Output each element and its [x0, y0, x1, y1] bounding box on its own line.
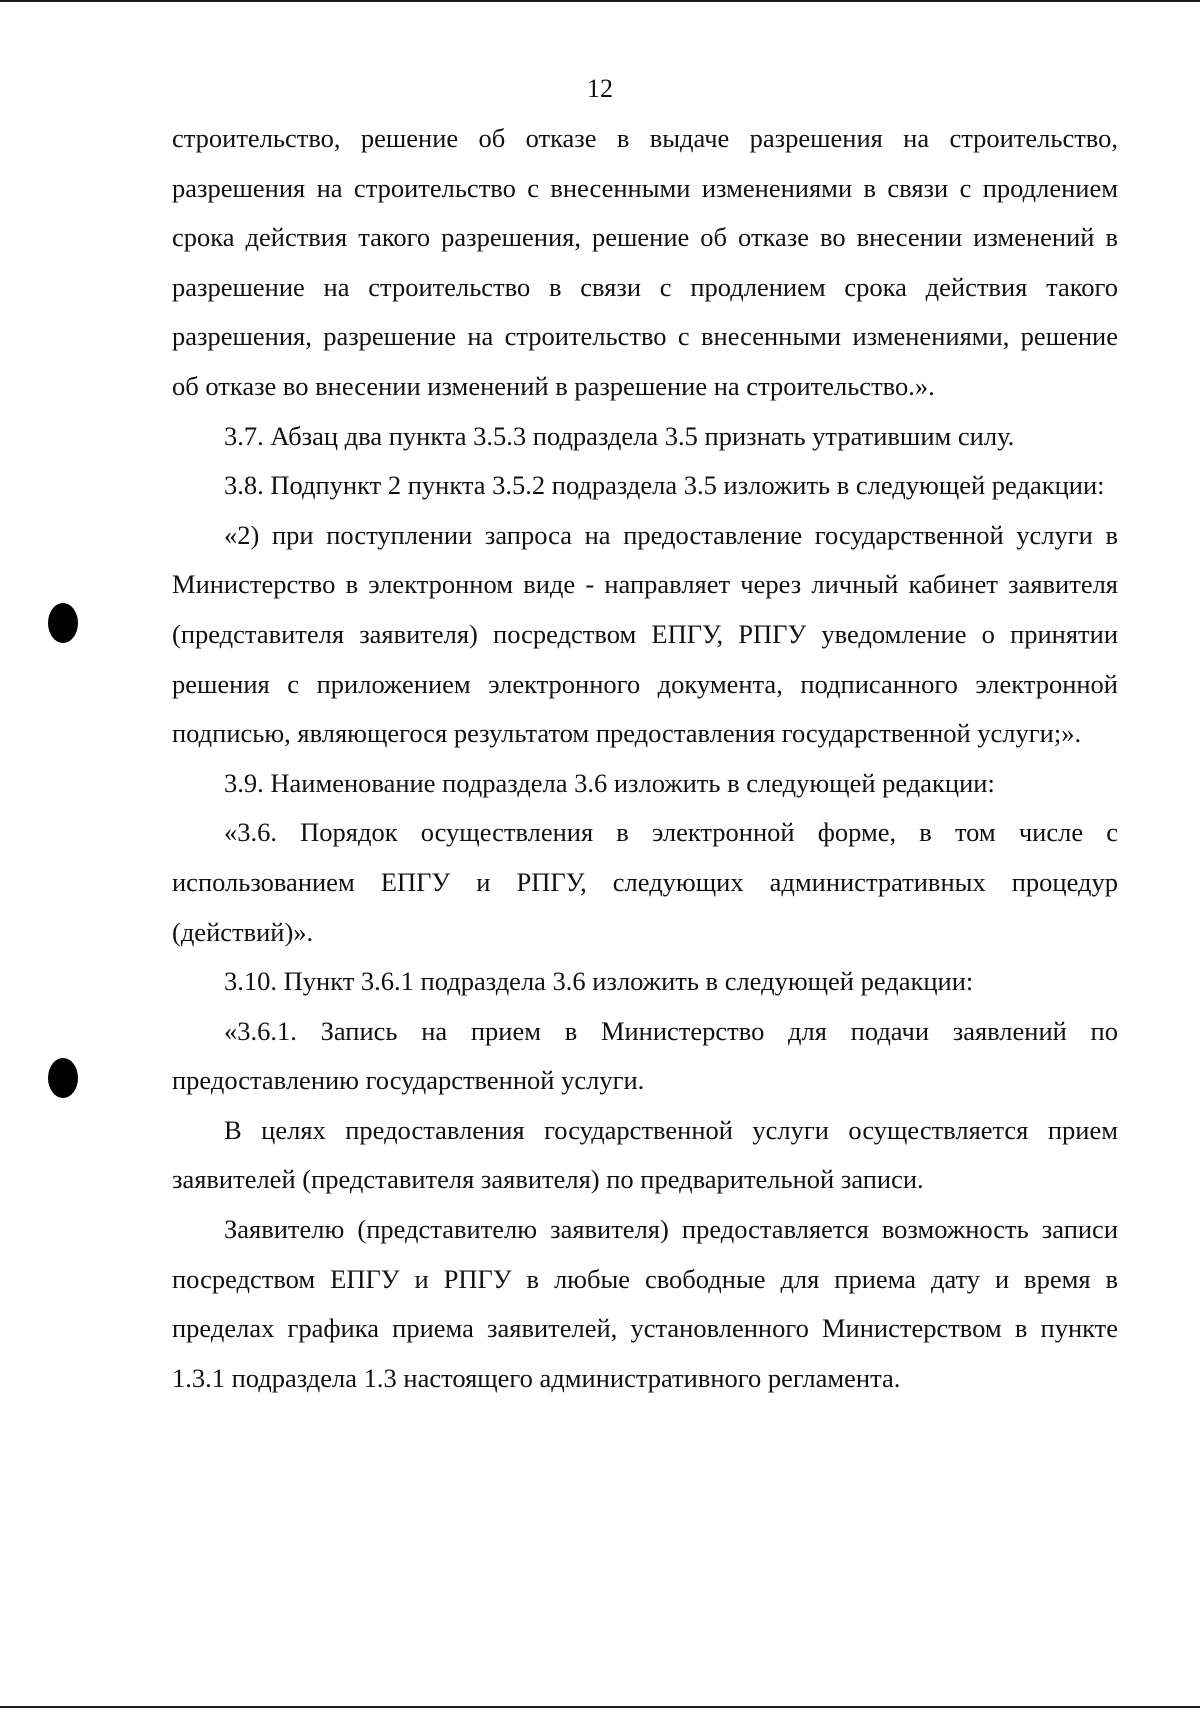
scan-bottom-edge: [0, 1706, 1200, 1708]
document-body: [172, 114, 1118, 1403]
punch-hole-lower: [48, 1058, 78, 1098]
paragraph-quoted-3-6-1: «3.6.1. Запись на прием в Министерство для подачи заявлений по предоставлению государственной услуги.: [172, 1015, 1118, 1096]
paragraph-item-3-9: 3.9. Наименование подраздела 3.6 изложить в следующей редакции:: [224, 767, 995, 798]
paragraph-continuation: строительство, решение об отказе в выдаче разрешения на строительство, разрешения на строительство с внесенными изменениями в связи с продлением срока действия такого разрешения, решение об отказе во внесении изменений в разрешение на строительство в связи с продлением срока действия такого разрешения, разрешение на строительство с внесенными изменениями, решение об отказе во внесении изменений в разрешение на строительство.».: [172, 123, 1118, 401]
paragraph-reception-purpose: В целях предоставления государственной услуги осуществляется прием заявителей (представителя заявителя) по предварительной записи.: [172, 1114, 1118, 1195]
paragraph-appointment-booking: Заявителю (представителю заявителя) предоставляется возможность записи посредством ЕПГУ и РПГУ в любые свободные для приема дату и время в пределах графика приема заявителей, установленного Министерством в пункте 1.3.1 подраздела 1.3 настоящего административного регламента.: [172, 1214, 1118, 1393]
paragraph-item-3-8: 3.8. Подпункт 2 пункта 3.5.2 подраздела 3.5 изложить в следующей редакции:: [224, 470, 1105, 501]
paragraph-item-3-10: 3.10. Пункт 3.6.1 подраздела 3.6 изложить в следующей редакции:: [224, 966, 974, 997]
paragraph-quoted-3-6: «3.6. Порядок осуществления в электронной форме, в том числе с использованием ЕПГУ и РПГУ, следующих административных процедур (действий)».: [172, 817, 1118, 947]
punch-hole-upper: [48, 603, 78, 643]
paragraph-item-3-7: 3.7. Абзац два пункта 3.5.3 подраздела 3.5 признать утратившим силу.: [224, 420, 1015, 451]
page-number: 12: [587, 74, 613, 103]
paragraph-quoted-subitem-2: «2) при поступлении запроса на предоставление государственной услуги в Министерство в электронном виде - направляет через личный кабинет заявителя (представителя заявителя) посредством ЕПГУ, РПГУ уведомление о принятии решения с приложением электронного документа, подписанного электронной подписью, являющегося результатом предоставления государственной услуги;».: [172, 519, 1118, 749]
scan-top-edge: [0, 0, 1200, 2]
